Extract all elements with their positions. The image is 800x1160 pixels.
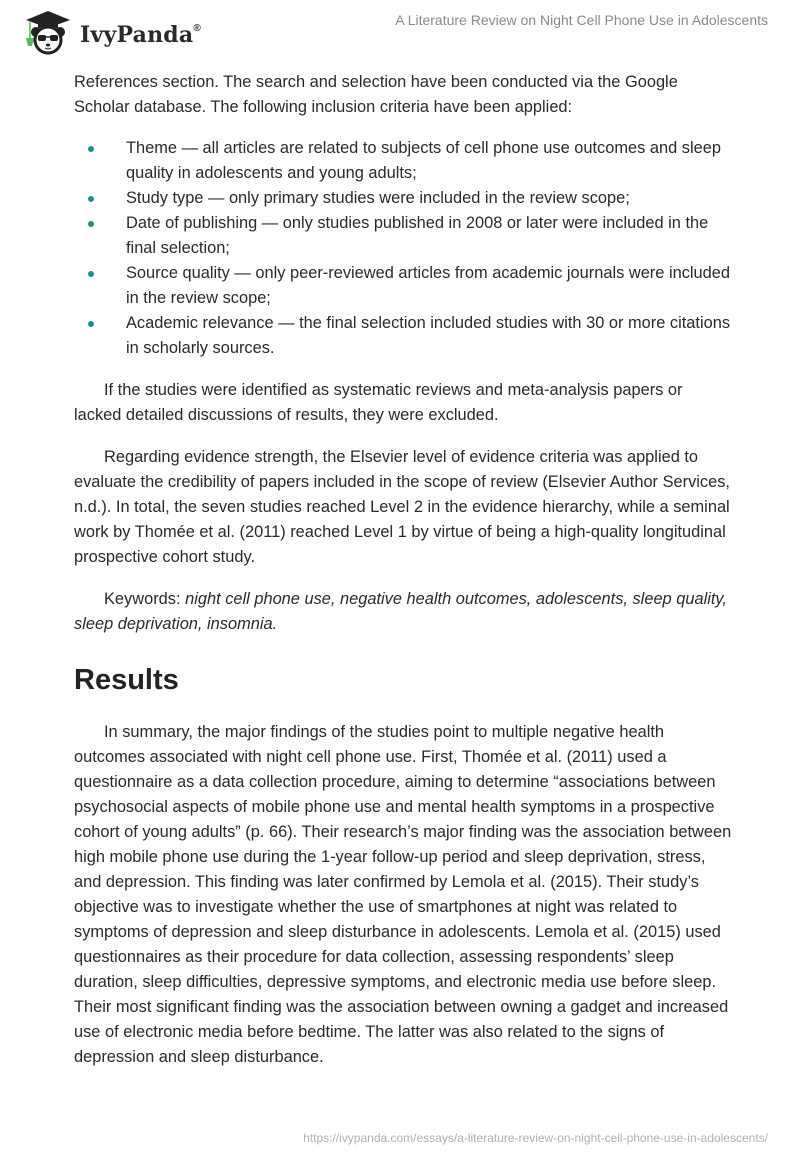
list-item: Source quality — only peer-reviewed articles from academic journals were included in the review scope;	[74, 261, 734, 311]
ivypanda-logo[interactable]	[18, 8, 201, 56]
results-heading: Results	[74, 664, 179, 696]
bullet-icon	[88, 271, 94, 277]
bullet-icon	[88, 321, 94, 327]
bullet-icon	[88, 196, 94, 202]
list-item: Date of publishing — only studies published in 2008 or later were included in the final selection;	[74, 211, 734, 261]
page-header	[0, 0, 800, 60]
document-title: A Literature Review on Night Cell Phone Use in Adolescents	[395, 12, 768, 28]
keywords-values: night cell phone use, negative health outcomes, adolescents, sleep quality, sleep deprivation, insomnia.	[74, 590, 727, 633]
article-body	[74, 70, 734, 1070]
panda-graduate-icon	[18, 8, 74, 56]
bullet-icon	[88, 221, 94, 227]
results-paragraph: In summary, the major findings of the studies point to multiple negative health outcomes associated with night cell phone use. First, Thomée et al. (2011) used a questionnaire as a data collection procedure, aiming to determine “associations between psychosocial aspects of mobile phone use and mental health symptoms in a prospective cohort of young adults” (p. 66). Their research’s major finding was the association between high mobile phone use during the 1-year follow-up period and sleep deprivation, stress, and depression. This finding was later confirmed by Lemola et al. (2015). Their study’s objective was to investigate whether the use of smartphones at night was related to symptoms of depression and sleep disturbance in adolescents. Lemola et al. (2015) used questionnaires as their procedure for data collection, assessing respondents’ sleep duration, sleep difficulties, depressive symptoms, and electronic media use before sleep. Their most significant finding was the association between owning a gadget and increased use of electronic media before bedtime. The latter was also related to the signs of depression and sleep disturbance.	[74, 723, 732, 1066]
keywords-label: Keywords:	[104, 590, 181, 608]
intro-paragraph: References section. The search and selection have been conducted via the Google Scholar database. The following inclusion criteria have been applied:	[74, 73, 678, 116]
inclusion-criteria-list	[74, 136, 734, 361]
list-item: Study type — only primary studies were included in the review scope;	[74, 186, 734, 211]
list-item: Theme — all articles are related to subjects of cell phone use outcomes and sleep quality in adolescents and young adults;	[74, 136, 734, 186]
exclusion-paragraph: If the studies were identified as systematic reviews and meta-analysis papers or lacked detailed discussions of results, they were excluded.	[74, 381, 683, 424]
brand-name: IvyPanda®	[80, 22, 201, 48]
keywords-paragraph	[74, 587, 734, 637]
evidence-paragraph: Regarding evidence strength, the Elsevier level of evidence criteria was applied to evaluate the credibility of papers included in the scope of review (Elsevier Author Services, n.d.). In total, the seven studies reached Level 2 in the evidence hierarchy, while a seminal work by Thomée et al. (2011) reached Level 1 by virtue of being a high-quality longitudinal prospective cohort study.	[74, 448, 730, 566]
registered-mark: ®	[193, 22, 201, 34]
source-url[interactable]: https://ivypanda.com/essays/a-literature-review-on-night-cell-phone-use-in-adolescents/	[303, 1131, 768, 1145]
list-item: Academic relevance — the final selection included studies with 30 or more citations in scholarly sources.	[74, 311, 734, 361]
bullet-icon	[88, 146, 94, 152]
